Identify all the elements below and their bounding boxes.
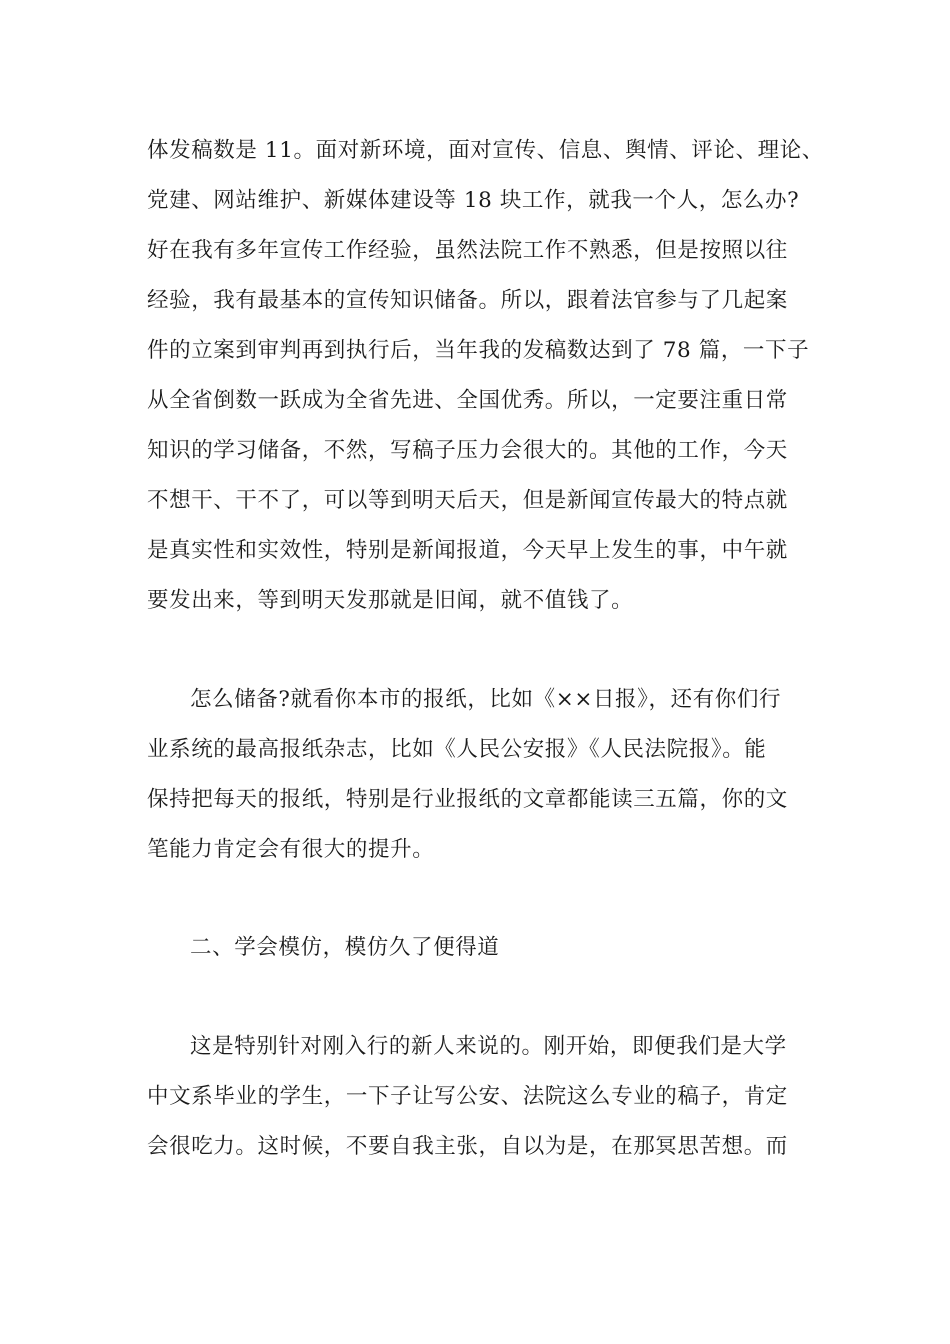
paragraph-1-line-1: 体发稿数是 11。面对新环境，面对宣传、信息、舆情、评论、理论、 xyxy=(147,138,824,163)
paragraph-3-line-3: 会很吃力。这时候，不要自我主张，自以为是，在那冥思苦想。而 xyxy=(147,1134,788,1159)
paragraph-1-line-10: 要发出来，等到明天发那就是旧闻，就不值钱了。 xyxy=(147,588,634,613)
paragraph-2-line-4: 笔能力肯定会有很大的提升。 xyxy=(147,837,435,862)
paragraph-1-line-8: 不想干、干不了，可以等到明天后天，但是新闻宣传最大的特点就 xyxy=(147,488,788,513)
paragraph-1-line-2: 党建、网站维护、新媒体建设等 18 块工作，就我一个人，怎么办? xyxy=(147,188,800,213)
paragraph-1-line-5: 件的立案到审判再到执行后，当年我的发稿数达到了 78 篇，一下子 xyxy=(147,338,810,363)
paragraph-3-line-2: 中文系毕业的学生，一下子让写公安、法院这么专业的稿子，肯定 xyxy=(147,1084,788,1109)
paragraph-3-line-1: 这是特别针对刚入行的新人来说的。刚开始，即便我们是大学 xyxy=(190,1034,787,1059)
paragraph-1-line-3: 好在我有多年宣传工作经验，虽然法院工作不熟悉，但是按照以往 xyxy=(147,238,788,263)
paragraph-1-line-4: 经验，我有最基本的宣传知识储备。所以，跟着法官参与了几起案 xyxy=(147,288,788,313)
paragraph-2-line-3: 保持把每天的报纸，特别是行业报纸的文章都能读三五篇，你的文 xyxy=(147,787,788,812)
paragraph-1-line-7: 知识的学习储备，不然，写稿子压力会很大的。其他的工作，今天 xyxy=(147,438,788,463)
section-heading: 二、学会模仿，模仿久了便得道 xyxy=(190,935,500,960)
paragraph-1-line-6: 从全省倒数一跃成为全省先进、全国优秀。所以，一定要注重日常 xyxy=(147,388,788,413)
paragraph-2-line-2: 业系统的最高报纸杂志，比如《人民公安报》《人民法院报》。能 xyxy=(147,737,767,762)
paragraph-2-line-1: 怎么储备?就看你本市的报纸，比如《××日报》，还有你们行 xyxy=(190,687,782,712)
paragraph-1-line-9: 是真实性和实效性，特别是新闻报道，今天早上发生的事，中午就 xyxy=(147,538,788,563)
